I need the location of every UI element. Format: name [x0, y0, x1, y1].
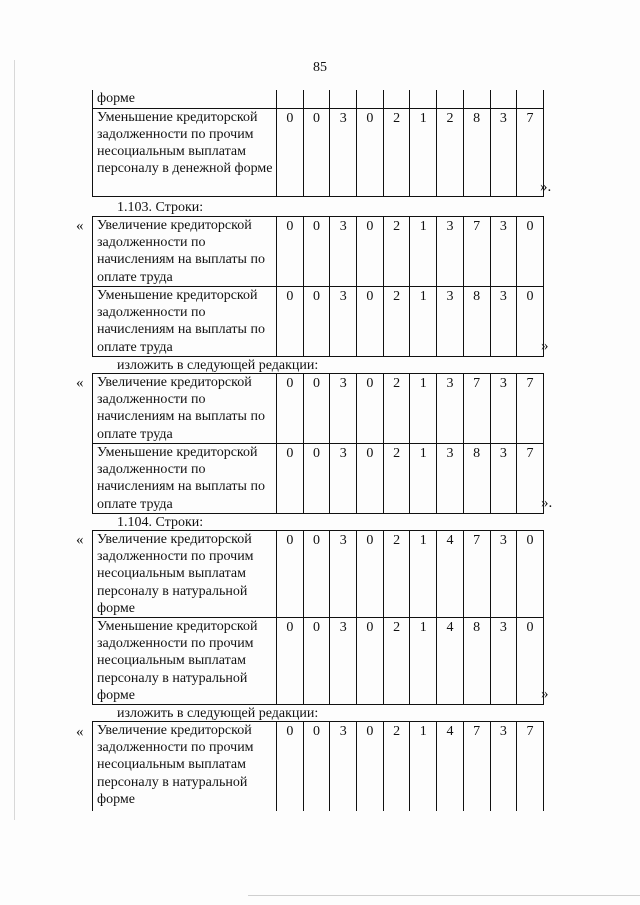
row-description: Уменьшение кредиторской задолженности по прочим несоциальным выплатам персоналу в натуральной форме [93, 618, 277, 705]
code-digit-cell: 0 [277, 618, 304, 705]
code-digit-cell: 1 [410, 618, 437, 705]
code-digit-cell [490, 90, 517, 108]
code-digit-cell: 0 [277, 531, 304, 618]
code-digit-cell: 0 [357, 722, 384, 811]
code-digit-cell: 0 [357, 217, 384, 287]
amendment-instruction-1: изложить в следующей редакции: [117, 358, 319, 373]
code-digit-cell: 7 [517, 444, 544, 514]
code-digit-cell: 0 [277, 108, 304, 196]
code-digit-cell: 0 [303, 444, 330, 514]
code-digit-cell: 3 [330, 287, 357, 357]
code-digit-cell [277, 90, 304, 108]
code-digit-cell: 1 [410, 217, 437, 287]
code-digit-cell: 0 [517, 217, 544, 287]
code-digit-cell: 2 [383, 618, 410, 705]
code-digit-cell: 3 [330, 618, 357, 705]
code-digit-cell: 3 [437, 444, 464, 514]
closing-quote: » [541, 686, 549, 702]
code-digit-cell: 3 [330, 108, 357, 196]
code-digit-cell: 0 [303, 618, 330, 705]
code-digit-cell [410, 90, 437, 108]
code-digit-cell: 0 [303, 217, 330, 287]
code-digit-cell: 8 [463, 287, 490, 357]
row-description: Увеличение кредиторской задолженности по прочим несоциальным выплатам персоналу в натуральной форме [93, 722, 277, 811]
code-digit-cell: 8 [463, 108, 490, 196]
code-digit-cell: 2 [383, 108, 410, 196]
code-digit-cell: 0 [357, 618, 384, 705]
code-digit-cell: 0 [517, 287, 544, 357]
code-digit-cell: 4 [437, 722, 464, 811]
opening-quote: « [76, 218, 84, 234]
code-digit-cell: 7 [463, 374, 490, 444]
code-digit-cell: 3 [330, 722, 357, 811]
code-digit-cell: 1 [410, 444, 437, 514]
code-digit-cell: 8 [463, 444, 490, 514]
code-digit-cell: 0 [277, 444, 304, 514]
code-digit-cell: 0 [303, 722, 330, 811]
code-digit-cell: 2 [437, 108, 464, 196]
row-description: форме [93, 90, 277, 108]
row-description: Увеличение кредиторской задолженности по прочим несоциальным выплатам персоналу в натуральной форме [93, 531, 277, 618]
page-number: 85 [313, 60, 327, 75]
code-digit-cell: 3 [437, 374, 464, 444]
code-digit-cell: 1 [410, 531, 437, 618]
code-digit-cell: 3 [490, 722, 517, 811]
code-digit-cell [437, 90, 464, 108]
opening-quote: « [76, 375, 84, 391]
code-digit-cell [383, 90, 410, 108]
code-digit-cell: 3 [437, 217, 464, 287]
code-digit-cell: 7 [517, 374, 544, 444]
scan-left-edge [14, 60, 15, 820]
code-digit-cell [463, 90, 490, 108]
code-digit-cell: 4 [437, 618, 464, 705]
code-digit-cell: 0 [357, 444, 384, 514]
code-digit-cell: 3 [330, 531, 357, 618]
code-digit-cell: 8 [463, 618, 490, 705]
row-description: Увеличение кредиторской задолженности по начислениям на выплаты по оплате труда [93, 374, 277, 444]
code-digit-cell [357, 90, 384, 108]
code-digit-cell: 7 [517, 108, 544, 196]
code-table-continued [92, 90, 538, 197]
code-digit-cell: 0 [357, 108, 384, 196]
row-description: Уменьшение кредиторской задолженности по начислениям на выплаты по оплате труда [93, 287, 277, 357]
code-digit-cell: 0 [277, 722, 304, 811]
closing-quote: ». [540, 179, 552, 195]
code-digit-cell: 3 [330, 374, 357, 444]
code-digit-cell: 0 [517, 531, 544, 618]
code-table-old-1-103 [92, 216, 538, 357]
amendment-instruction-2: изложить в следующей редакции: [117, 706, 319, 721]
closing-quote: » [541, 338, 549, 354]
code-digit-cell: 7 [463, 217, 490, 287]
code-digit-cell: 3 [490, 618, 517, 705]
code-digit-cell: 0 [277, 217, 304, 287]
code-digit-cell: 0 [303, 287, 330, 357]
code-digit-cell [330, 90, 357, 108]
code-digit-cell: 0 [303, 531, 330, 618]
code-digit-cell: 2 [383, 531, 410, 618]
code-digit-cell: 1 [410, 287, 437, 357]
code-digit-cell: 3 [490, 217, 517, 287]
row-description: Уменьшение кредиторской задолженности по начислениям на выплаты по оплате труда [93, 444, 277, 514]
code-digit-cell: 0 [357, 374, 384, 444]
code-digit-cell: 3 [437, 287, 464, 357]
code-digit-cell: 1 [410, 722, 437, 811]
code-digit-cell: 7 [517, 722, 544, 811]
code-digit-cell: 2 [383, 444, 410, 514]
code-digit-cell: 0 [303, 374, 330, 444]
section-heading-1-103: 1.103. Строки: [117, 200, 204, 215]
code-digit-cell: 3 [330, 217, 357, 287]
code-digit-cell: 0 [357, 287, 384, 357]
code-digit-cell: 2 [383, 217, 410, 287]
code-digit-cell: 3 [490, 108, 517, 196]
code-digit-cell: 7 [463, 531, 490, 618]
opening-quote: « [76, 532, 84, 548]
code-digit-cell: 7 [463, 722, 490, 811]
code-digit-cell: 3 [490, 531, 517, 618]
code-digit-cell: 0 [277, 374, 304, 444]
code-table-new-1-103 [92, 373, 538, 514]
code-digit-cell: 4 [437, 531, 464, 618]
code-digit-cell: 2 [383, 722, 410, 811]
opening-quote: « [76, 724, 84, 740]
code-digit-cell: 3 [490, 444, 517, 514]
scan-bottom-edge [248, 895, 640, 896]
code-digit-cell [517, 90, 544, 108]
code-digit-cell: 2 [383, 287, 410, 357]
code-digit-cell: 0 [357, 531, 384, 618]
closing-quote: ». [541, 495, 553, 511]
code-digit-cell: 3 [330, 444, 357, 514]
code-table-new-1-104 [92, 721, 538, 811]
code-digit-cell: 1 [410, 108, 437, 196]
row-description: Увеличение кредиторской задолженности по начислениям на выплаты по оплате труда [93, 217, 277, 287]
code-digit-cell: 0 [517, 618, 544, 705]
code-digit-cell: 3 [490, 374, 517, 444]
section-heading-1-104: 1.104. Строки: [117, 515, 204, 530]
code-digit-cell: 0 [277, 287, 304, 357]
row-description: Уменьшение кредиторской задолженности по прочим несоциальным выплатам персоналу в денежной форме [93, 108, 277, 196]
code-table-old-1-104 [92, 530, 538, 705]
code-digit-cell: 1 [410, 374, 437, 444]
code-digit-cell: 0 [303, 108, 330, 196]
code-digit-cell: 2 [383, 374, 410, 444]
code-digit-cell [303, 90, 330, 108]
code-digit-cell: 3 [490, 287, 517, 357]
